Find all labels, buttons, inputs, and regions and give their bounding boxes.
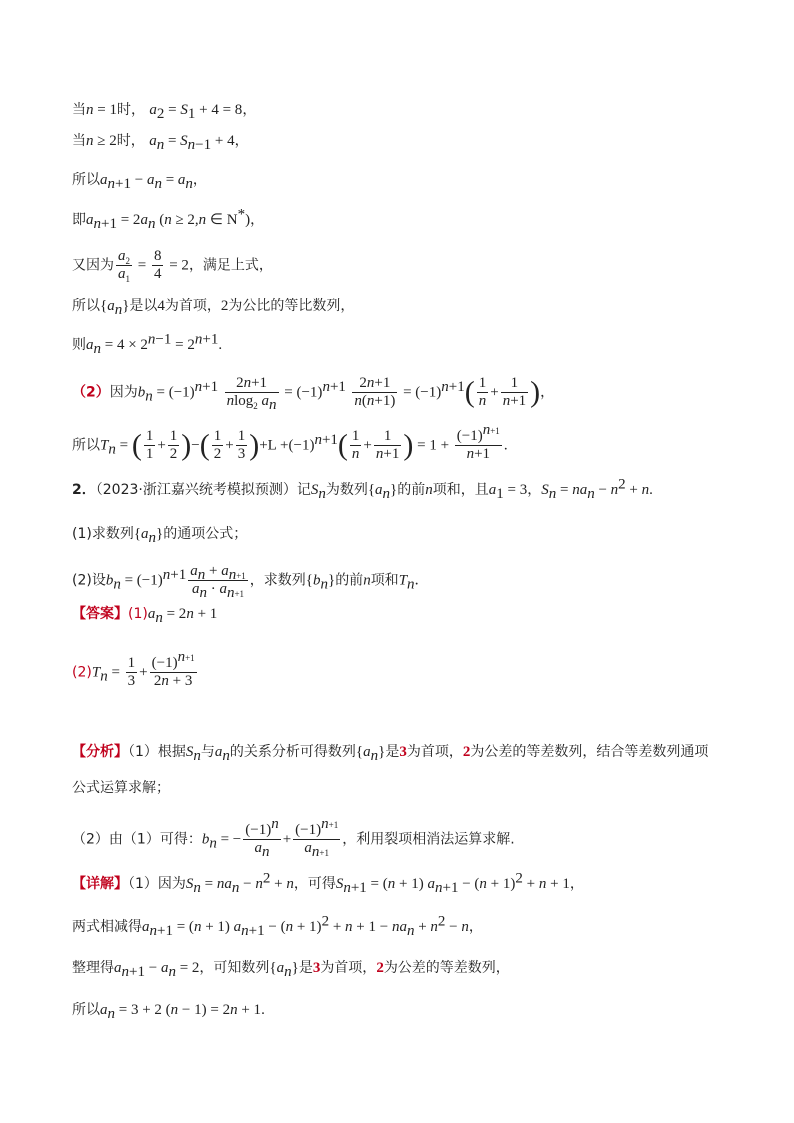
text: 所以 xyxy=(72,172,100,188)
analysis-line-3: （2）由（1）可得：$b_n$ = − $\frac{(-1)^n}{a_n}$ + $\frac{(-1)^{n+1}}{a_{n+1}}$ ，利用裂项相消法运算求解. xyxy=(72,816,515,860)
text: 为首项， xyxy=(164,298,221,314)
text: 为数列 xyxy=(325,482,368,498)
answer-tag: 【答案】 xyxy=(72,606,128,622)
text: 是 xyxy=(298,960,313,976)
text: 所以 xyxy=(72,298,100,314)
text: 项和，且 xyxy=(432,482,489,498)
text: 为公差的等差数列， xyxy=(383,960,510,976)
text: ． xyxy=(414,572,429,589)
text: 的通项公式； xyxy=(163,526,248,542)
text: 为首项， xyxy=(320,960,377,976)
text: 则 xyxy=(72,337,86,353)
text: 是 xyxy=(385,744,400,760)
answer-line-1: 【答案】$(1)a_n = 2n + 1$ xyxy=(72,606,218,626)
text: 即 xyxy=(72,212,86,228)
question-2-part-2: (2)设$b_n = (-1)^{n+1}$ $\frac{a_n + a_{n+1}}{a_n \cdot a_{n+1}}$ ，求数列$\{b_n\}$的前n项和$T_n$． xyxy=(72,563,429,601)
detail-tag: 【详解】 xyxy=(72,876,128,892)
text: (2) xyxy=(72,664,92,681)
solution-line-8: （2）因为$b_n = (-1)^{n+1}$ $\frac{2n+1}{nlog_2 a_n}$ = $(-1)^{n+1}$ $\frac{2n+1}{n(n+1)}$ = $(-1)^{n+1}$( $\frac{1}{n}$ + $\frac{1}{n+1}$ )， xyxy=(72,375,555,413)
text: 的前 xyxy=(335,572,364,589)
text: 与 xyxy=(200,744,215,760)
text: 为公比的等比数列， xyxy=(228,298,355,314)
solution-line-4: 即$a_{n+1} = 2a_n$ (n ≥ 2,n ∈ N*)， xyxy=(72,206,265,232)
text: （1）因为 xyxy=(128,876,186,892)
question-number: 2． xyxy=(72,482,96,498)
detail-line-3: 整理得$a_{n+1} - a_n = 2$，可知数列$\{a_n\}$是3为首项，2为公差的等差数列， xyxy=(72,960,510,980)
text: 项和 xyxy=(370,572,399,589)
question-source: （2023·浙江嘉兴统考模拟预测） xyxy=(95,482,297,498)
solution-line-3: 所以$a_{n+1} - a_n = a_n$， xyxy=(72,172,207,192)
question-2: 2．（2023·浙江嘉兴统考模拟预测）记$S_n$为数列$\{a_n\}$的前n项和，且$a_1 = 3$，$S_n = na_n - n^2 + n$. xyxy=(72,476,653,502)
solution-line-7: 则$a_n = 4 \times 2^{n-1} = 2^{n+1}$. xyxy=(72,331,223,357)
solution-line-5: 又因为 $\frac{a_2}{a_1}$ = $\frac{8}{4}$ = 2，满足上式， xyxy=(72,248,273,284)
text: 当 xyxy=(72,102,86,118)
solution-line-1: 当n = 1时， $a_2 = S_1 + 4 = 8$， xyxy=(72,102,257,122)
analysis-line-1: 【分析】（1）根据$S_n$与$a_n$的关系分析可得数列$\{a_n\}$是3为首项，2为公差的等差数列，结合等差数列通项 xyxy=(72,744,709,764)
text: 为首项， xyxy=(406,744,463,760)
text: 的前 xyxy=(397,482,426,498)
text: (2)设 xyxy=(72,572,106,589)
text: 当 xyxy=(72,133,86,149)
text: 是以 xyxy=(129,298,158,314)
text: ，可得 xyxy=(293,876,336,892)
analysis-tag: 【分析】 xyxy=(72,744,128,760)
text: 所以 xyxy=(72,437,100,454)
text: ，可知数列 xyxy=(199,960,270,976)
text: 因为 xyxy=(109,384,138,401)
text: 整理得 xyxy=(72,960,114,976)
text: ，求数列 xyxy=(249,572,306,589)
question-2-part-1: (1)求数列$\{a_n\}$的通项公式； xyxy=(72,526,248,546)
text: 又因为 xyxy=(72,257,114,274)
text: （1）根据 xyxy=(128,744,186,760)
text: 记 xyxy=(296,482,311,498)
detail-line-1: 【详解】（1）因为$S_n = na_n - n^2 + n$，可得$S_{n+1} = (n + 1) a_{n+1} - (n + 1)^2 + n + 1$， xyxy=(72,870,584,896)
text: 为公差的等差数列，结合等差数列通项 xyxy=(470,744,709,760)
text: 所以 xyxy=(72,1002,100,1018)
text: 时， xyxy=(116,102,145,118)
answer-line-2: $(2)T_n$ = $\frac{1}{3}$ + $\frac{(-1)^{n+1}}{2n + 3}$ xyxy=(72,649,195,689)
text: （2） xyxy=(72,384,110,401)
analysis-line-2 xyxy=(72,778,170,798)
text: (1)求数列 xyxy=(72,526,134,542)
solution-line-6: 所以$\{a_n\}$是以4为首项，2为公比的等比数列， xyxy=(72,298,355,318)
text: ，利用裂项相消法运算求解. xyxy=(342,831,515,848)
solution-line-9: 所以$T_n$ = ( $\frac{1}{1}$ + $\frac{1}{2}$ )−( $\frac{1}{2}$ + $\frac{1}{3}$ )$+L +(-1)^{n+1}$( $\frac{1}{n}$ + $\frac{1}{n+1}$ ) = 1 + $\frac{(-1)^{n+1}}{n+1}$ . xyxy=(72,422,508,462)
text: 时， xyxy=(116,133,145,149)
text: (1) xyxy=(128,606,148,622)
detail-line-4: 所以$a_n = 3 + 2$ (n − 1) = 2n + 1. xyxy=(72,1002,265,1022)
text: 公式运算求解； xyxy=(72,780,170,796)
text: 的关系分析可得数列 xyxy=(229,744,356,760)
solution-line-2: 当n ≥ 2时， $a_n = S_{n-1} + 4$， xyxy=(72,133,249,153)
detail-line-2: 两式相减得$a_{n+1} = (n + 1) a_{n+1} - (n + 1)^2 + n + 1 - na_n + n^2 - n$， xyxy=(72,913,483,939)
text: 两式相减得 xyxy=(72,919,142,935)
text: ，满足上式， xyxy=(188,257,273,274)
text: （2）由（1）可得： xyxy=(72,831,202,848)
